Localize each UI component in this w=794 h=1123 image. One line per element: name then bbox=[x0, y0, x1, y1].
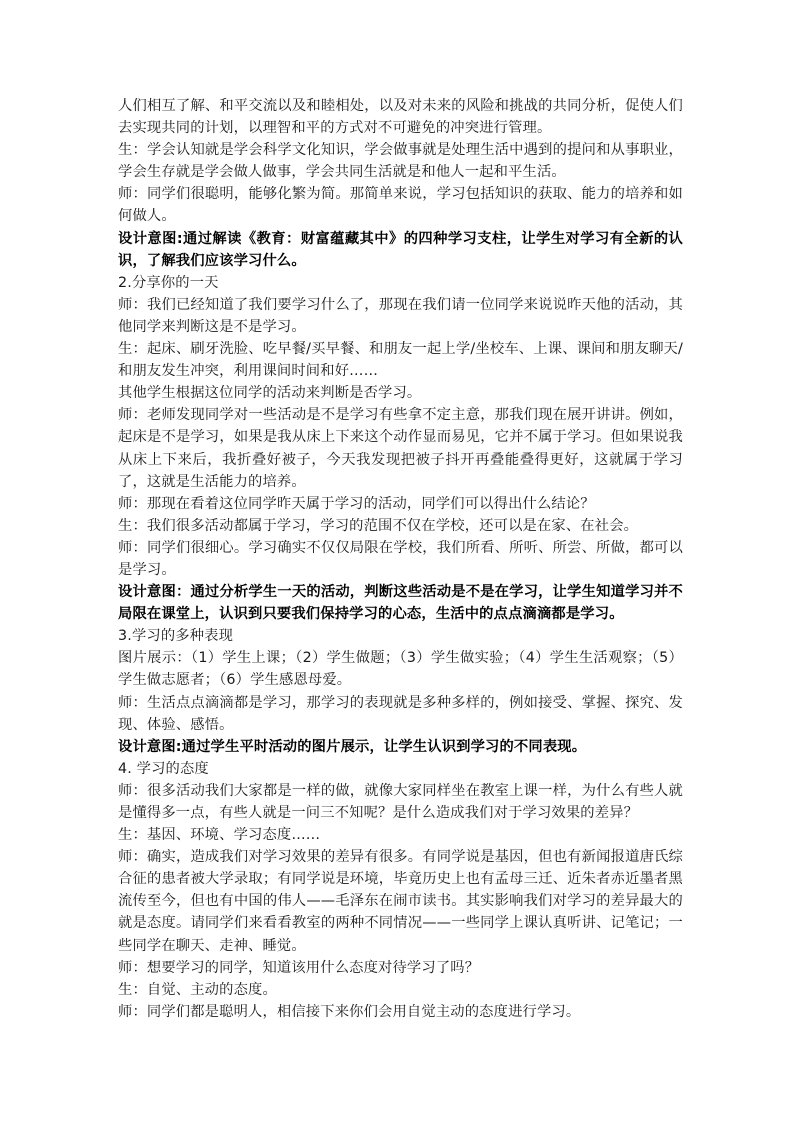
section-heading-4: 4. 学习的态度 bbox=[118, 760, 209, 777]
design-intent-3: 设计意图:通过学生平时活动的图片展示，让学生认识到学习的不同表现。 bbox=[118, 738, 587, 755]
section-heading-3: 3.学习的多种表现 bbox=[118, 628, 234, 645]
paragraph-7: 生：起床、刷牙洗脸、吃早餐/买早餐、和朋友一起上学/坐校车、上课、课间和朋友聊天/和朋友发生冲突，利用课间时间和好…… bbox=[118, 341, 683, 380]
paragraph-9: 师：老师发现同学对一些活动是不是学习有些拿不定主意，那我们现在展开讲讲。例如，起床是不是学习，如果是我从床上下来这个动作显而易见，它并不属于学习。但如果说我从床上下来后，我折叠好被子，今天我发现把被子抖开再叠能叠得更好，这就属于学习了，这就是生活能力的培养。 bbox=[118, 407, 683, 490]
paragraph-11: 生：我们很多活动都属于学习，学习的范围不仅在学校，还可以是在家、在社会。 bbox=[118, 517, 639, 534]
paragraph-21: 师：确实，造成我们对学习效果的差异有很多。有同学说是基因，但也有新闻报道唐氏综合征的患者被大学录取；有同学说是环境，毕竟历史上也有孟母三迁、近朱者赤近墨者黑流传至今，但也有中国的伟人——毛泽东在闹市读书。其实影响我们对学习的差异最大的就是态度。请同学们来看看教室的两种不同情况——一些同学上课认真听讲、记笔记；一些同学在聊天、走神、睡觉。 bbox=[118, 849, 683, 954]
document-page bbox=[118, 95, 683, 1023]
section-heading-2: 2.分享你的一天 bbox=[118, 274, 219, 291]
paragraph-8: 其他学生根据这位同学的活动来判断是否学习。 bbox=[118, 385, 422, 402]
paragraph-10: 师：那现在看着这位同学昨天属于学习的活动，同学们可以得出什么结论？ bbox=[118, 495, 595, 512]
paragraph-12: 师：同学们很细心。学习确实不仅仅局限在学校，我们所看、所听、所尝、所做，都可以是学习。 bbox=[118, 539, 683, 578]
paragraph-23: 生：自觉、主动的态度。 bbox=[118, 981, 277, 998]
paragraph-3: 师：同学们很聪明，能够化繁为简。那简单来说，学习包括知识的获取、能力的培养和如何做人。 bbox=[118, 186, 683, 225]
paragraph-24: 师：同学们都是聪明人，相信接下来你们会用自觉主动的态度进行学习。 bbox=[118, 1003, 581, 1020]
paragraph-16: 师：生活点点滴滴都是学习，那学习的表现就是多种多样的，例如接受、掌握、探究、发现、体验、感悟。 bbox=[118, 694, 683, 733]
paragraph-1: 人们相互了解、和平交流以及和睦相处，以及对未来的风险和挑战的共同分析，促使人们去实现共同的计划，以理智和平的方式对不可避免的冲突进行管理。 bbox=[118, 98, 683, 137]
paragraph-20: 生：基因、环境、学习态度…… bbox=[118, 827, 321, 844]
paragraph-2: 生：学会认知就是学会科学文化知识，学会做事就是处理生活中遇到的提问和从事职业，学会生存就是学会做人做事，学会共同生活就是和他人一起和平生活。 bbox=[118, 142, 683, 181]
paragraph-6: 师：我们已经知道了我们要学习什么了，那现在我们请一位同学来说说昨天他的活动，其他同学来判断这是不是学习。 bbox=[118, 296, 683, 335]
design-intent-1: 设计意图:通过解读《教育：财富蕴藏其中》的四种学习支柱，让学生对学习有全新的认识，了解我们应该学习什么。 bbox=[118, 230, 683, 269]
paragraph-19: 师：很多活动我们大家都是一样的做，就像大家同样坐在教室上课一样，为什么有些人就是懂得多一点，有些人就是一问三不知呢？是什么造成我们对于学习效果的差异？ bbox=[118, 782, 683, 821]
paragraph-22: 师：想要学习的同学，知道该用什么态度对待学习了吗？ bbox=[118, 959, 480, 976]
design-intent-2: 设计意图：通过分析学生一天的活动，判断这些活动是不是在学习，让学生知道学习并不局限在课堂上，认识到只要我们保持学习的心态，生活中的点点滴滴都是学习。 bbox=[118, 584, 683, 623]
paragraph-15: 图片展示：（1）学生上课；（2）学生做题；（3）学生做实验；（4）学生生活观察；（5）学生做志愿者；（6）学生感恩母爱。 bbox=[118, 650, 683, 689]
